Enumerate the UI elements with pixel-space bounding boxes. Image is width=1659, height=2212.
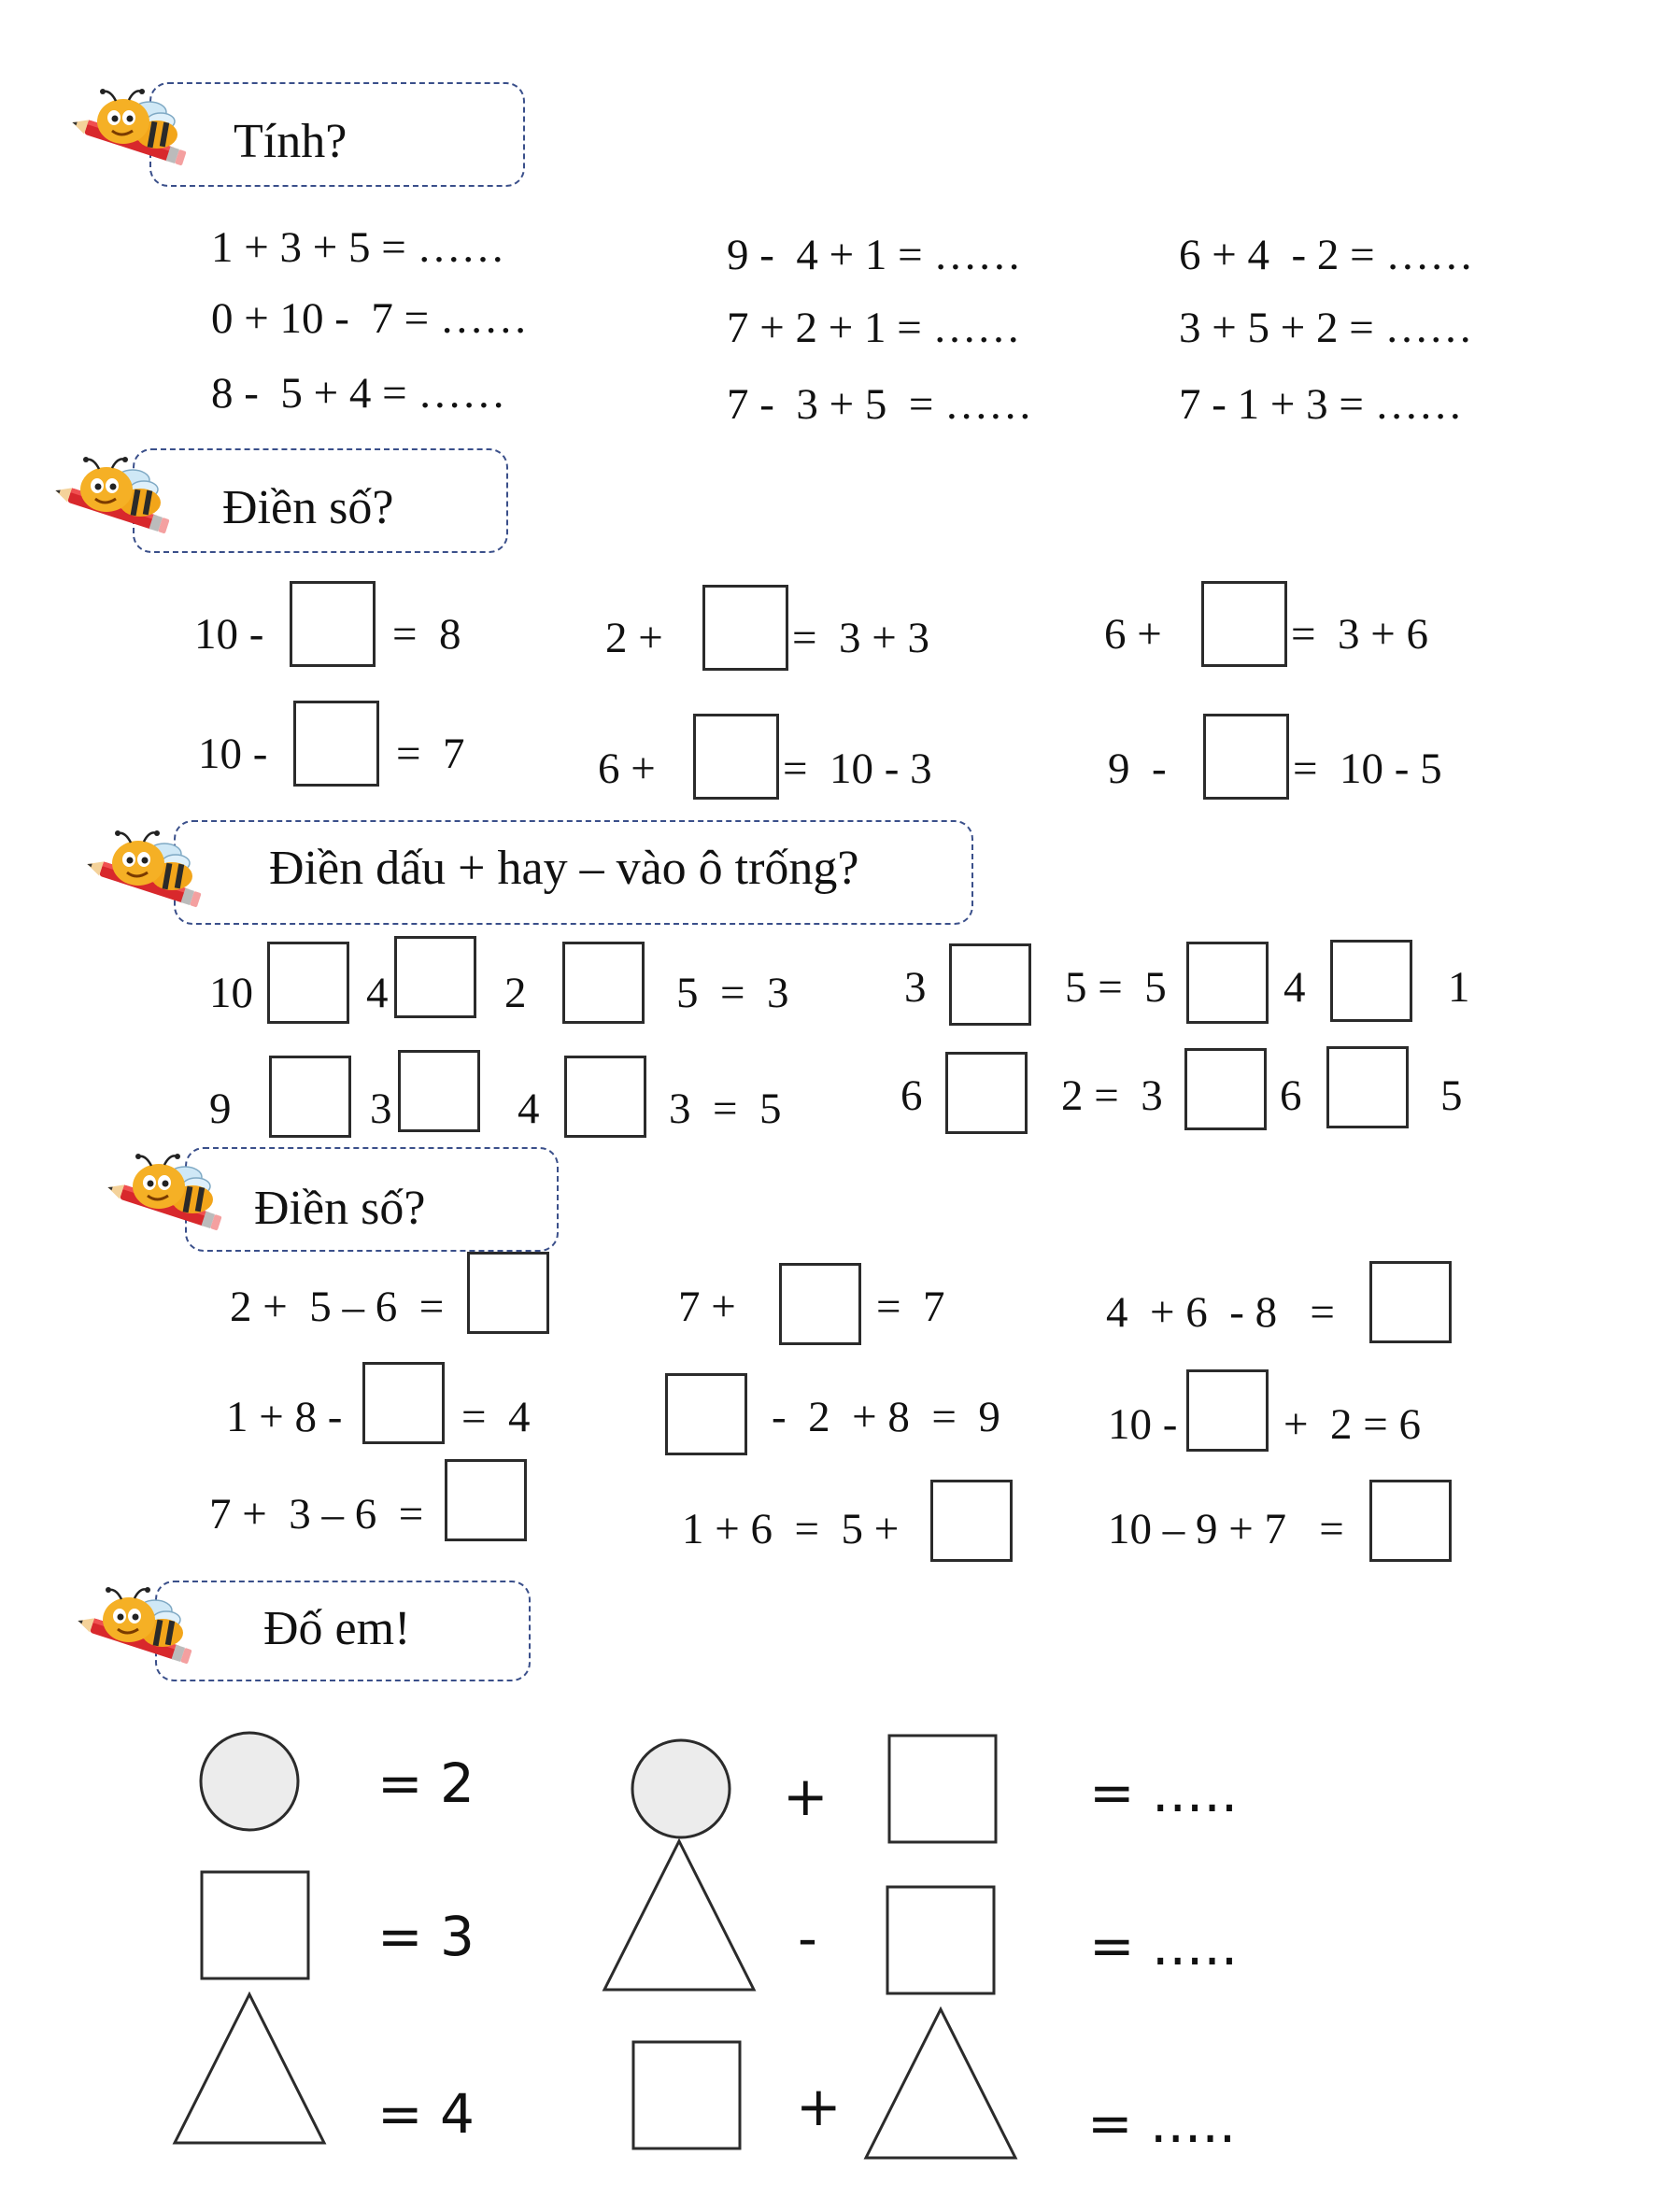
bee-pencil-icon — [82, 828, 213, 916]
expression-part: 2 = 3 — [1061, 1071, 1163, 1120]
expression-part: 7 + — [678, 1283, 736, 1331]
square-shape — [200, 1870, 312, 1982]
answer-box[interactable] — [445, 1459, 527, 1541]
shape-value: = 2 — [377, 1751, 475, 1815]
bee-pencil-icon — [103, 1151, 234, 1240]
expression-part: = 10 - 5 — [1293, 744, 1442, 793]
expression-part: = 3 + 3 — [792, 614, 930, 662]
number: 3 — [904, 963, 927, 1012]
square-shape — [887, 1734, 1000, 1846]
answer-box[interactable] — [1201, 581, 1287, 667]
expression: 3 + 5 + 2 = …… — [1179, 304, 1473, 352]
expression-part: 3 = 5 — [669, 1085, 782, 1133]
answer-box[interactable] — [1369, 1480, 1452, 1562]
section-title: Điền số? — [254, 1182, 426, 1235]
bee-pencil-icon — [50, 454, 181, 543]
expression-part: = 7 — [876, 1283, 945, 1331]
expression-part: 10 – 9 + 7 = — [1108, 1505, 1344, 1553]
expression-part: 6 + — [598, 744, 656, 793]
expression-part: = 3 + 6 — [1291, 610, 1429, 659]
section-title: Điền số? — [222, 481, 394, 534]
number: 1 — [1448, 963, 1470, 1012]
shape-value: = 4 — [377, 2082, 475, 2146]
expression-part: 4 + 6 - 8 = — [1106, 1288, 1335, 1337]
sign-box[interactable] — [267, 942, 349, 1024]
number: 5 — [1440, 1071, 1463, 1120]
expression-part: = 7 — [396, 730, 465, 778]
triangle-shape — [863, 2006, 1018, 2162]
section-title: Tính? — [234, 115, 347, 168]
expression: 7 - 1 + 3 = …… — [1179, 380, 1463, 429]
result-blank[interactable]: = ..... — [1089, 1914, 1239, 1978]
answer-box[interactable] — [779, 1263, 861, 1345]
number: 4 — [366, 969, 389, 1017]
expression-part: 10 - — [1108, 1400, 1178, 1449]
sign-box[interactable] — [1184, 1048, 1267, 1130]
expression-part: = 10 - 3 — [783, 744, 932, 793]
expression: 7 - 3 + 5 = …… — [727, 380, 1033, 429]
expression-part: 10 - — [198, 730, 268, 778]
sign-box[interactable] — [1330, 940, 1412, 1022]
expression-part: 5 = 3 — [676, 969, 789, 1017]
answer-box[interactable] — [293, 701, 379, 787]
number: 4 — [518, 1085, 540, 1133]
expression-part: - 2 + 8 = 9 — [772, 1393, 1000, 1441]
square-shape — [631, 2040, 744, 2152]
number: 2 — [504, 969, 527, 1017]
expression-part: 9 - — [1108, 744, 1167, 793]
number: 4 — [1283, 963, 1306, 1012]
result-blank[interactable]: = ..... — [1087, 2091, 1237, 2155]
number: 6 — [1280, 1071, 1302, 1120]
expression: 7 + 2 + 1 = …… — [727, 304, 1021, 352]
expression-part: + 2 = 6 — [1283, 1400, 1422, 1449]
sign-box[interactable] — [269, 1056, 351, 1138]
answer-box[interactable] — [1203, 714, 1289, 800]
sign-box[interactable] — [1326, 1046, 1409, 1128]
bee-pencil-icon — [73, 1584, 204, 1673]
section-title: Điền dấu + hay – vào ô trống? — [269, 842, 859, 895]
sign-box[interactable] — [564, 1056, 646, 1138]
section-title: Đố em! — [263, 1602, 411, 1655]
circle-shape — [198, 1730, 301, 1833]
answer-box[interactable] — [930, 1480, 1013, 1562]
expression-part: 5 = 5 — [1065, 963, 1167, 1012]
shape-value: = 3 — [377, 1905, 475, 1968]
square-shape — [886, 1885, 998, 1997]
expression-part: 1 + 6 = 5 + — [682, 1505, 900, 1553]
expression: 0 + 10 - 7 = …… — [211, 294, 528, 343]
answer-box[interactable] — [1369, 1261, 1452, 1343]
expression-part: 6 + — [1104, 610, 1162, 659]
answer-box[interactable] — [693, 714, 779, 800]
expression-part: 1 + 8 - — [226, 1393, 343, 1441]
triangle-shape — [602, 1838, 757, 1993]
operator: + — [796, 2075, 842, 2138]
sign-box[interactable] — [949, 943, 1031, 1026]
sign-box[interactable] — [394, 936, 476, 1018]
operator: + — [783, 1765, 829, 1828]
answer-box[interactable] — [362, 1362, 445, 1444]
sign-box[interactable] — [945, 1052, 1028, 1134]
expression-part: = 8 — [392, 610, 461, 659]
answer-box[interactable] — [467, 1252, 549, 1334]
answer-box[interactable] — [290, 581, 376, 667]
number: 6 — [900, 1071, 923, 1120]
operator: - — [798, 1907, 817, 1970]
expression: 6 + 4 - 2 = …… — [1179, 231, 1474, 279]
sign-box[interactable] — [398, 1050, 480, 1132]
result-blank[interactable]: = ..... — [1089, 1761, 1239, 1824]
answer-box[interactable] — [665, 1373, 747, 1455]
expression-part: 2 + 5 – 6 = — [230, 1283, 445, 1331]
answer-box[interactable] — [1186, 1369, 1269, 1452]
expression-part: 2 + — [605, 614, 663, 662]
expression-part: = 4 — [461, 1393, 531, 1441]
triangle-shape — [172, 1992, 327, 2147]
expression-part: 7 + 3 – 6 = — [209, 1490, 424, 1538]
circle-shape — [630, 1737, 732, 1840]
number: 3 — [370, 1085, 392, 1133]
number: 9 — [209, 1085, 232, 1133]
expression: 1 + 3 + 5 = …… — [211, 223, 505, 272]
number: 10 — [209, 969, 253, 1017]
expression: 9 - 4 + 1 = …… — [727, 231, 1022, 279]
answer-box[interactable] — [702, 585, 788, 671]
sign-box[interactable] — [1186, 942, 1269, 1024]
expression: 8 - 5 + 4 = …… — [211, 369, 506, 418]
bee-pencil-icon — [67, 86, 198, 175]
expression-part: 10 - — [194, 610, 264, 659]
sign-box[interactable] — [562, 942, 645, 1024]
